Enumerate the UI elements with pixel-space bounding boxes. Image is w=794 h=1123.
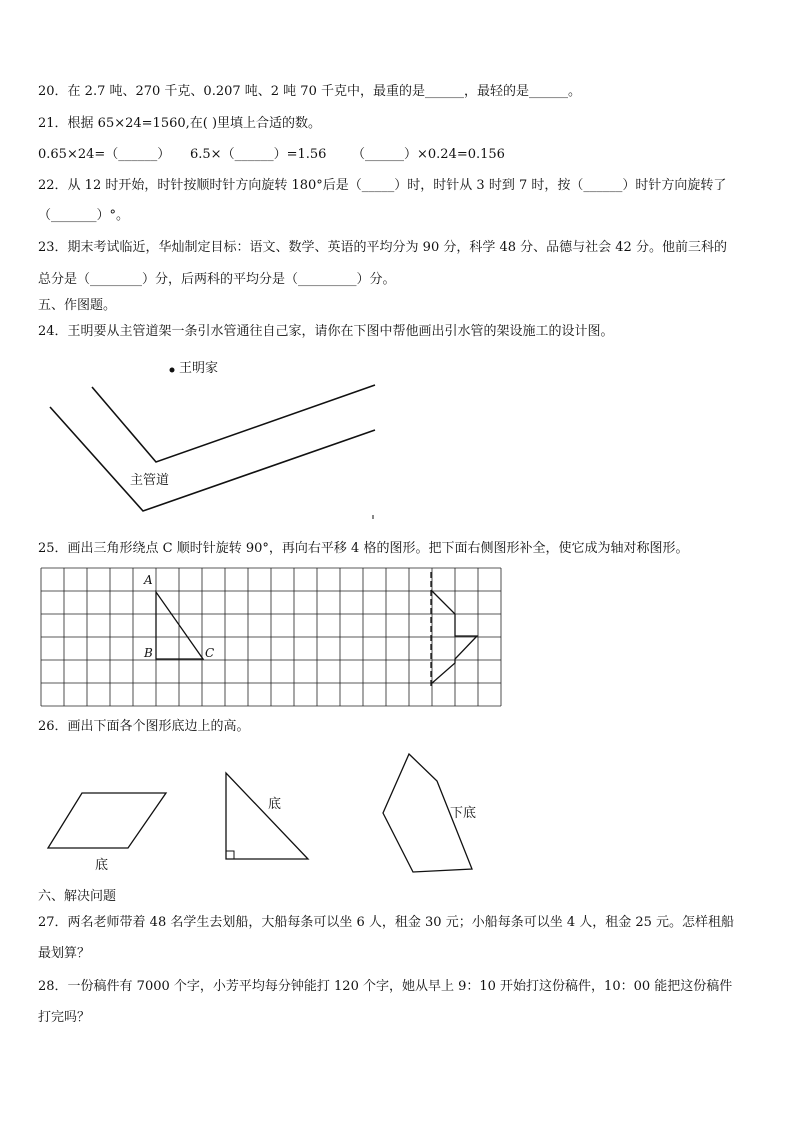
question-26: 26．画出下面各个图形底边上的高。: [38, 719, 250, 734]
q21-item-2: 6.5×（______）=1.56: [190, 147, 327, 162]
question-27-line2: 最划算？: [38, 946, 91, 961]
question-24: 24．王明要从主管道架一条引水管通往自己家，请你在下图中帮他画出引水管的架设施工的设计图。: [38, 324, 614, 339]
q21-item-3: （______）×0.24=0.156: [352, 147, 505, 162]
question-27-line1: 27．两名老师带着 48 名学生去划船，大船每条可以坐 6 人，租金 30 元；小船每条可以坐 4 人，租金 25 元。怎样租船: [38, 915, 735, 930]
question-28-line2: 打完吗？: [38, 1010, 91, 1025]
pipe-label: 主管道: [130, 473, 170, 488]
label-c: C: [205, 646, 215, 660]
question-21: 21．根据 65×24=1560,在( )里填上合适的数。: [38, 116, 322, 131]
parallelogram-base-label: 底: [95, 858, 109, 873]
question-23-line1: 23．期末考试临近，华灿制定目标：语文、数学、英语的平均分为 90 分，科学 48 分、品德与社会 42 分。他前三科的: [38, 240, 727, 255]
question-20: 20．在 2.7 吨、270 千克、0.207 吨、2 吨 70 千克中，最重的是______，最轻的是______。: [38, 84, 581, 99]
right-angle-mark: [226, 851, 234, 859]
trapezoid-base-label: 下底: [450, 806, 477, 821]
section-heading-6: 六、解决问题: [38, 889, 117, 904]
triangle-base-label: 底: [268, 797, 282, 812]
home-label: 王明家: [179, 361, 219, 376]
question-28-line1: 28．一份稿件有 7000 个字，小芳平均每分钟能打 120 个字，她从早上 9：10 开始打这份稿件，10：00 能把这份稿件: [38, 979, 733, 994]
section-heading-5: 五、作图题。: [38, 298, 117, 313]
question-25: 25．画出三角形绕点 C 顺时针旋转 90°，再向右平移 4 格的图形。把下面右侧图形补全，使它成为轴对称图形。: [38, 541, 689, 556]
label-a: A: [144, 573, 153, 587]
label-b: B: [144, 646, 153, 660]
q21-item-1: 0.65×24=（______）: [38, 147, 171, 162]
right-triangle: [226, 773, 308, 859]
question-23-line2: 总分是（________）分，后两科的平均分是（_________）分。: [38, 272, 396, 287]
question-22-line2: （_______）°。: [38, 208, 130, 223]
question-22-line1: 22．从 12 时开始，时针按顺时针方向旋转 180°后是（_____）时，时针从 3 时到 7 时，按（______）时针方向旋转了: [38, 178, 727, 193]
parallelogram: [48, 793, 166, 848]
